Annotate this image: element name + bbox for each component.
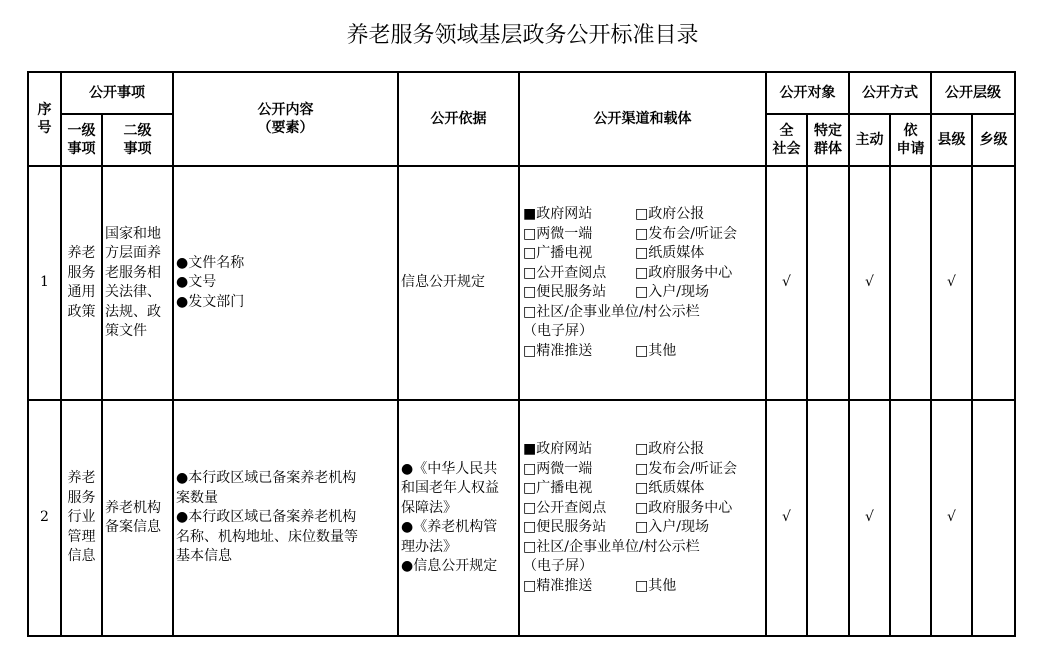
basis-cell: ●《中华人民共 和国老年人权益 保障法》 ●《养老机构管 理办法》 ●信息公开规定 [398, 400, 519, 636]
header-target: 公开对象 [766, 72, 849, 114]
target-all-check: √ [766, 166, 807, 400]
header-channel: 公开渠道和载体 [519, 72, 766, 166]
level1-cell: 养老 服务 通用 政策 [61, 166, 102, 400]
channel-pair: □公开查阅点 □政府服务中心 [523, 499, 733, 516]
header-seq: 序 号 [28, 72, 61, 166]
seq-cell: 2 [28, 400, 61, 636]
page-title: 养老服务领域基层政务公开标准目录 [346, 23, 699, 48]
channel-pair: □便民服务站 □入户/现场 [523, 284, 709, 300]
channel-pair: □两微一端 □发布会/听证会 [523, 460, 737, 477]
header-target-all: 全 社会 [766, 114, 807, 166]
channel-pair: □精准推送 □其他 [523, 342, 677, 359]
header-target-specific: 特定 群体 [807, 114, 849, 166]
channel-community: □社区/企事业单位/村公示栏 [523, 538, 700, 555]
level-township-check [972, 166, 1015, 400]
method-request-check [890, 400, 931, 636]
channel-pair: □精准推送 □其他 [523, 577, 677, 594]
level-township-check [972, 400, 1015, 636]
table-row [28, 166, 1015, 400]
table-row [28, 400, 1015, 636]
channel-pair: □便民服务站 □入户/现场 [523, 519, 709, 535]
channel-pair: ■政府网站 □政府公报 [523, 441, 705, 457]
channel-cell [519, 166, 766, 400]
header-level-county: 县级 [931, 114, 972, 166]
level1-cell: 养老 服务 行业 管理 信息 [61, 400, 102, 636]
target-specific-check [807, 400, 849, 636]
channel-pair: □广播电视 □纸质媒体 [523, 480, 705, 496]
channel-cell [519, 400, 766, 636]
content-cell: ●文件名称 ●文号 ●发文部门 [173, 166, 398, 400]
basis-cell: 信息公开规定 [398, 166, 519, 400]
channel-screen: （电子屏） [523, 323, 593, 339]
catalog-table [27, 71, 1016, 637]
method-active-check: √ [849, 400, 890, 636]
channel-screen: （电子屏） [523, 558, 593, 574]
channel-pair: ■政府网站 □政府公报 [523, 206, 705, 222]
target-specific-check [807, 166, 849, 400]
seq-cell: 1 [28, 166, 61, 400]
header-level2: 二级 事项 [102, 114, 173, 166]
channel-pair: □两微一端 □发布会/听证会 [523, 225, 737, 242]
method-active-check: √ [849, 166, 890, 400]
channel-pair: □广播电视 □纸质媒体 [523, 245, 705, 261]
channel-pair: □公开查阅点 □政府服务中心 [523, 264, 733, 281]
header-items: 公开事项 [61, 72, 173, 114]
header-method: 公开方式 [849, 72, 931, 114]
level-county-check: √ [931, 166, 972, 400]
content-cell: ●本行政区域已备案养老机构 案数量 ●本行政区域已备案养老机构 名称、机构地址、床位数量等 基本信息 [173, 400, 398, 636]
header-level: 公开层级 [931, 72, 1015, 114]
header-level-township: 乡级 [972, 114, 1015, 166]
level-county-check: √ [931, 400, 972, 636]
header-level1: 一级 事项 [61, 114, 102, 166]
header-method-request: 依 申请 [890, 114, 931, 166]
method-request-check [890, 166, 931, 400]
channel-community: □社区/企事业单位/村公示栏 [523, 303, 700, 320]
header-method-active: 主动 [849, 114, 890, 166]
level2-cell: 国家和地 方层面养 老服务相 关法律、 法规、政 策文件 [102, 166, 173, 400]
header-basis: 公开依据 [398, 72, 519, 166]
target-all-check: √ [766, 400, 807, 636]
level2-cell: 养老机构 备案信息 [102, 400, 173, 636]
header-row-1 [28, 72, 1015, 114]
header-content: 公开内容 （要素） [173, 72, 398, 166]
